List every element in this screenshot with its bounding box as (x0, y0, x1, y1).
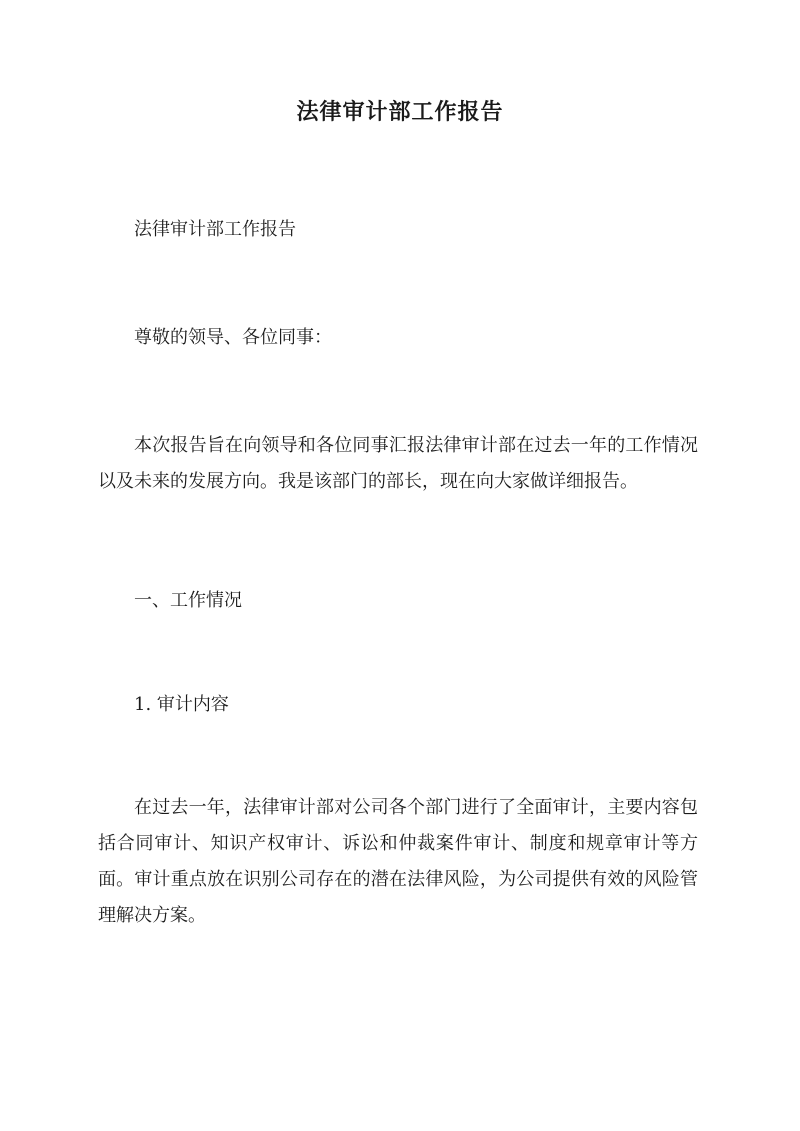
subsection-heading-audit-content: 1. 审计内容 (134, 694, 229, 715)
section-heading-work-status: 一、工作情况 (134, 590, 242, 611)
audit-content-paragraph: 在过去一年，法律审计部对公司各个部门进行了全面审计，主要内容包括合同审计、知识产权审计、诉讼和仲裁案件审计、制度和规章审计等方面。审计重点放在识别公司存在的潜在法律风险，为公司提供有效的风险管理解决方案。 (98, 797, 698, 926)
document-title: 法律审计部工作报告 (296, 99, 504, 125)
greeting-line: 尊敬的领导、各位同事： (134, 327, 332, 348)
report-subtitle: 法律审计部工作报告 (134, 219, 296, 240)
intro-paragraph: 本次报告旨在向领导和各位同事汇报法律审计部在过去一年的工作情况以及未来的发展方向。我是该部门的部长，现在向大家做详细报告。 (98, 435, 698, 492)
